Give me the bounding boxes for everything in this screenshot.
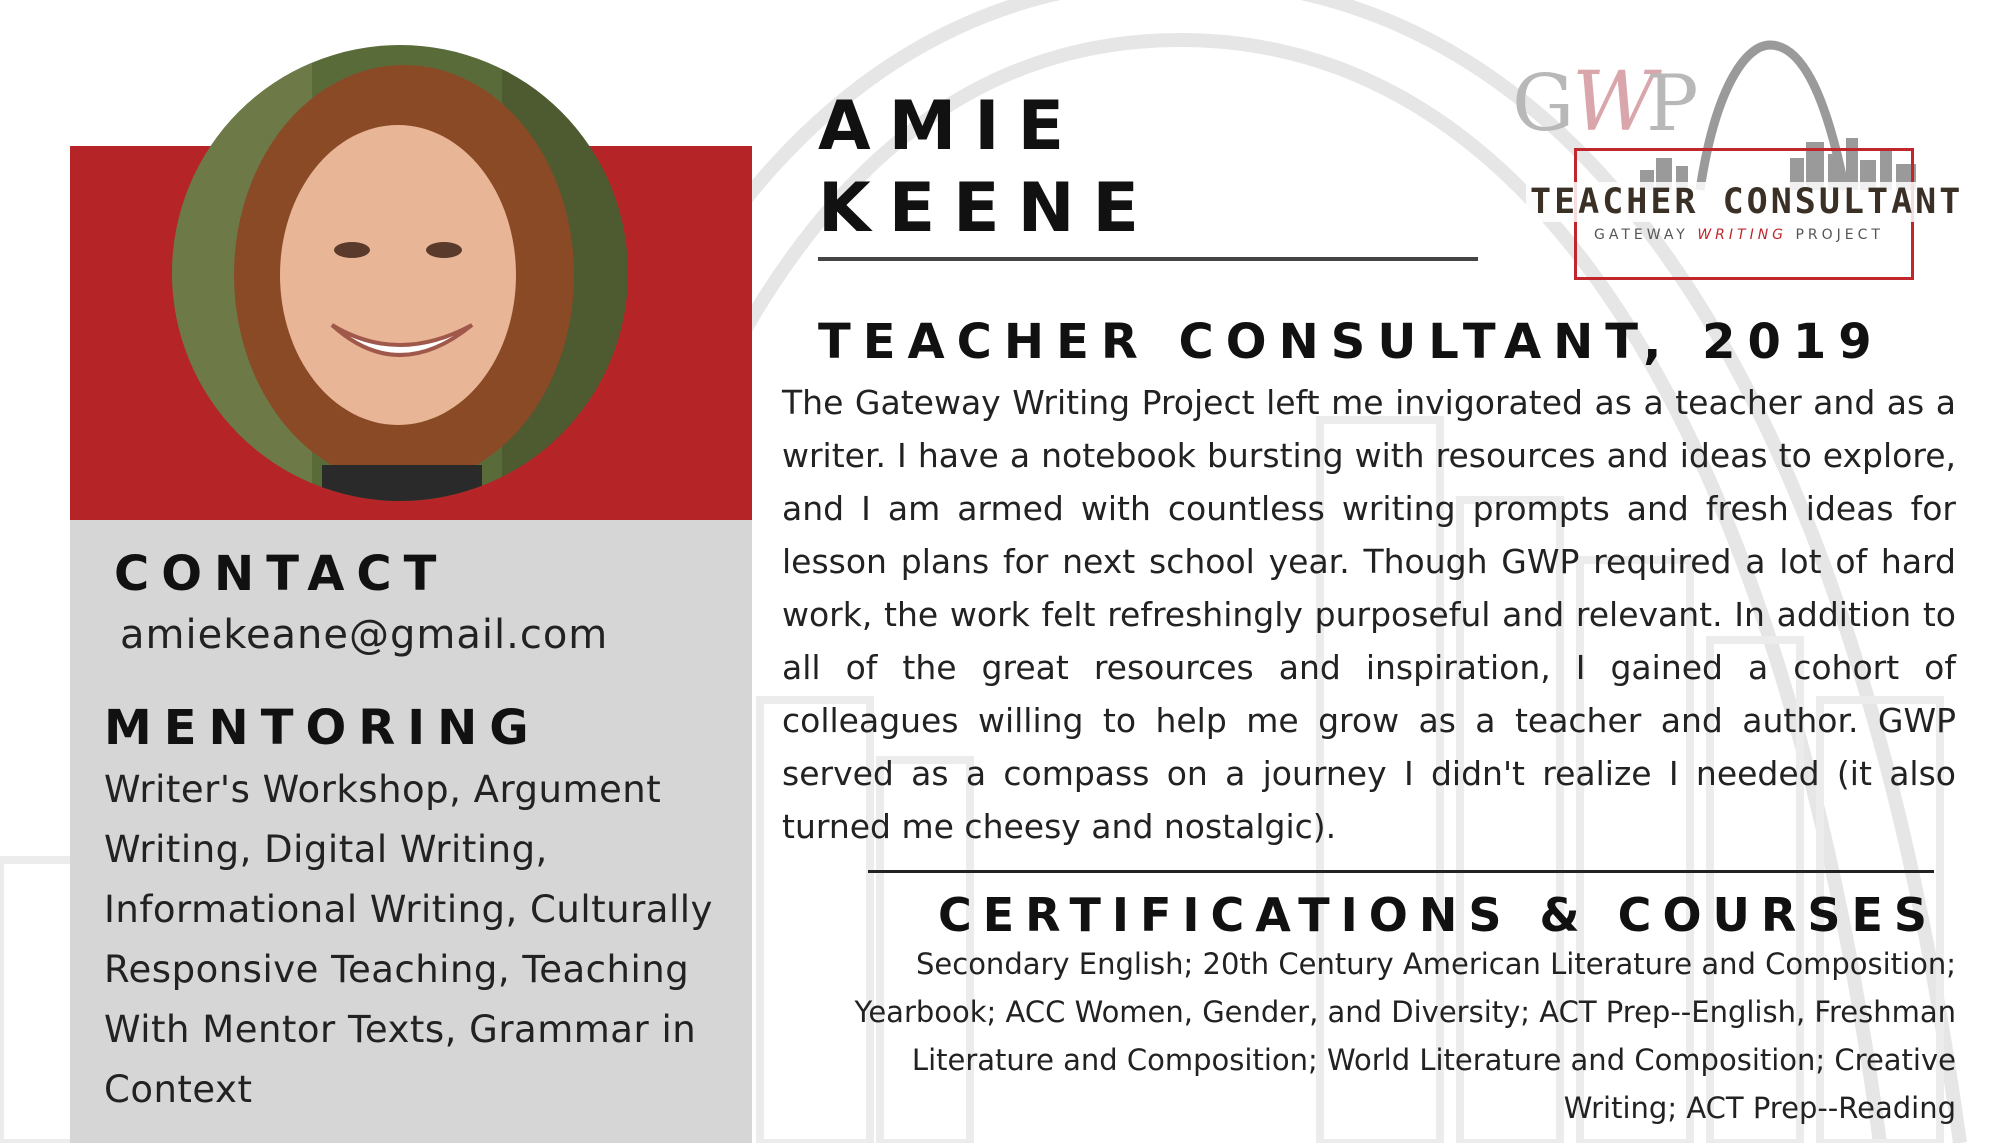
name-first: AMIE [818, 87, 1083, 166]
certifications-heading: CERTIFICATIONS & COURSES [937, 888, 1938, 942]
logo-letter-g: G [1512, 59, 1575, 149]
mentoring-heading: MENTORING [104, 700, 541, 756]
name-divider [818, 257, 1478, 261]
logo-letter-w: W [1572, 55, 1657, 150]
logo-letter-p: P [1646, 59, 1699, 149]
contact-heading: CONTACT [114, 546, 449, 602]
bio-paragraph: The Gateway Writing Project left me invigorated as a teacher and as a writer. I have a notebook bursting with resources and ideas to explore, and I am armed with countless writing prompts and fresh ideas for lesson plans for next school year. Though GWP required a lot of hard work, the work felt refreshingly purposeful and relevant. In addition to all of the great resources and inspiration, I gained a cohort of colleagues willing to help me grow as a teacher and author. GWP served as a compass on a journey I didn't realize I needed (it also turned me cheesy and nostalgic). [782, 383, 1956, 846]
logo-org-before: GATEWAY [1594, 227, 1689, 243]
logo-badge-text: TEACHER CONSULTANT [1526, 182, 1967, 222]
person-name [818, 86, 1157, 250]
logo-org-highlight: WRITING [1697, 227, 1788, 243]
gwp-logo [1500, 30, 1964, 290]
logo-org-text [1594, 227, 1884, 243]
role-title: TEACHER CONSULTANT, 2019 [818, 314, 1884, 370]
profile-photo [172, 45, 628, 501]
contact-email: amiekeane@gmail.com [120, 612, 609, 658]
logo-org-after: PROJECT [1795, 227, 1884, 243]
name-last: KEENE [818, 169, 1157, 248]
certifications-text: Secondary English; 20th Century American Literature and Composition; Yearbook; ACC Women, Gender, and Diversity; ACT Prep--English, Freshman Literature and Composition; World Literature and Composition; Creative Writing; ACT Prep--Reading [854, 947, 1956, 1125]
certifications-divider [868, 870, 1934, 873]
mentoring-text: Writer's Workshop, Argument Writing, Digital Writing, Informational Writing, Culturally Responsive Teaching, Teaching With Mentor Texts, Grammar in Context [104, 768, 713, 1111]
